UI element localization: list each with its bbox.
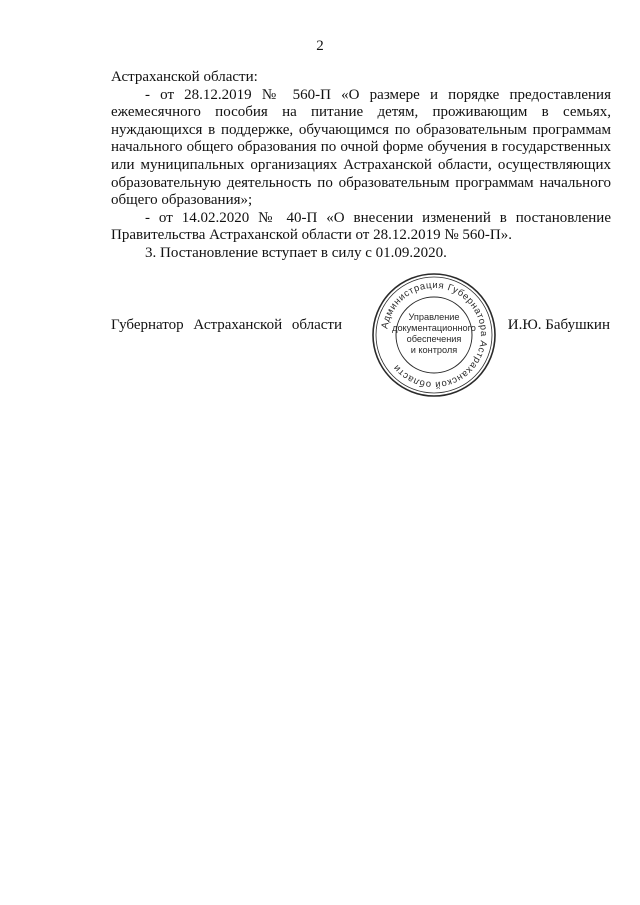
signatory-name: И.Ю. Бабушкин	[507, 317, 610, 333]
signatory-position: Губернатор Астраханской области	[111, 317, 343, 333]
stamp-center-line-2: документационного	[392, 323, 476, 333]
stamp-ring-text: Администрация Губернатора Астраханской области	[379, 279, 490, 391]
document-body	[111, 69, 611, 263]
stamp-seal-icon	[371, 272, 497, 398]
paragraph-item-560p: - от 28.12.2019 № 560-П «О размере и порядке предоставления ежемесячного пособия на питание детям, проживающим в семьях, нуждающихся в поддержке, обучающимся по образовательным программам начального общего образования по очной форме обучения в государственных или муниципальных организациях Астраханской области, осуществляющих образовательную деятельность по образовательным программам начального общего образования»;	[111, 86, 611, 209]
stamp-center-line-4: и контроля	[410, 345, 458, 355]
paragraph-continuation: Астраханской области:	[111, 69, 258, 85]
paragraph-effective-date: 3. Постановление вступает в силу с 01.09.2020.	[145, 244, 447, 261]
official-stamp	[371, 272, 497, 398]
paragraph-item-40p: - от 14.02.2020 № 40-П «О внесении изменений в постановление Правительства Астраханской области от 28.12.2019 № 560-П».	[111, 209, 611, 244]
page-number: 2	[316, 38, 324, 54]
stamp-center-line-3: обеспечения	[406, 334, 462, 344]
stamp-center-line-1: Управление	[408, 312, 460, 322]
